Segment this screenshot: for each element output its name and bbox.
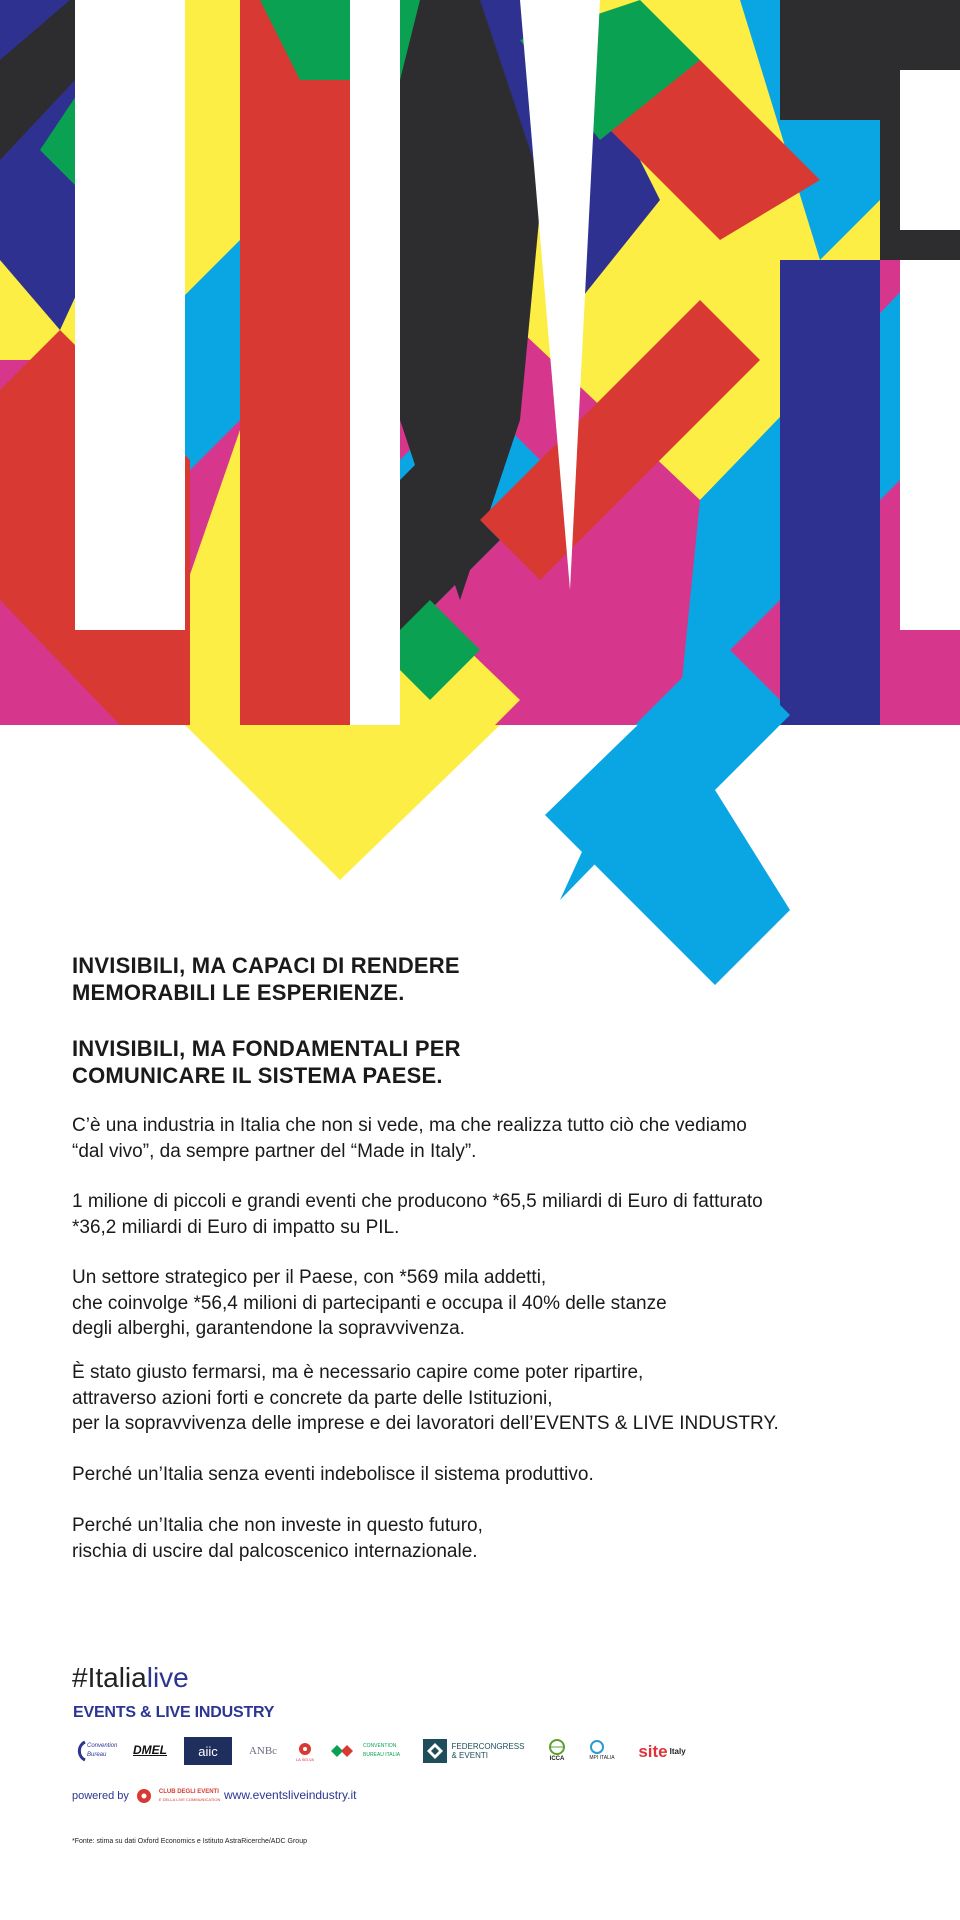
club-sub: E DELLA LIVE COMMUNICATION [158,1797,221,1802]
logo-la-selva[interactable] [294,1737,316,1765]
globe-icon [73,1740,87,1762]
headline-2-line: INVISIBILI, MA FONDAMENTALI PER [72,1036,461,1061]
letter-l-counter [75,0,185,630]
paragraph-5 [72,1462,902,1488]
logo-text: ICCA [549,1755,565,1762]
federcongress-mark-icon [423,1739,447,1763]
logo-text: CONVENTION BUREAU ITALIA [363,1743,401,1758]
logo-dmel[interactable] [130,1737,170,1765]
diamond-icon [331,1745,359,1757]
headline-1 [72,952,902,1006]
source-footnote: *Fonte: stima su dati Oxford Economics e Istituto AstraRicerche/ADC Group [72,1838,307,1845]
paragraph-line: che coinvolge *56,4 milioni di partecipanti e occupa il 40% delle stanze [72,1292,667,1314]
flower-icon [296,1741,314,1757]
paragraph-line: rischia di uscire dal palcoscenico internazionale. [72,1540,478,1562]
logo-text: Convention Bureau [87,1743,118,1758]
paragraph-line: Perché un’Italia che non investe in questo futuro, [72,1515,483,1536]
club-name: CLUB DEGLI EVENTI [158,1789,219,1795]
logo-text: ANBc [248,1744,278,1757]
paragraph-3 [72,1265,902,1342]
logo-text: MPI ITALIA [589,1754,615,1761]
logo-text: FEDERCONGRESS & EVENTI [451,1742,525,1760]
logo-text: DMEL [133,1743,167,1757]
partner-logos [72,1736,692,1766]
paragraph-line: 1 milione di piccoli e grandi eventi che producono *65,5 miliardi di Euro di fatturato [72,1191,763,1212]
logo-text: aiic [198,1743,218,1759]
paragraph-line: È stato giusto fermarsi, ma è necessario capire come poter ripartire, [72,1362,644,1383]
powered-by [72,1787,220,1805]
art-block [240,0,350,725]
logo-anbc[interactable] [246,1737,280,1765]
paragraph-line: *36,2 miliardi di Euro di impatto su PIL. [72,1216,400,1238]
headline-2 [72,1035,902,1089]
paragraph-line: attraverso azioni forti e concrete da parte delle Istituzioni, [72,1387,553,1409]
logo-federcongress[interactable] [422,1737,528,1765]
logo-site-italy[interactable] [632,1737,692,1765]
paragraph-line: Un settore strategico per il Paese, con *569 mila addetti, [72,1267,547,1288]
headline-1-line: INVISIBILI, MA CAPACI DI RENDERE [72,953,460,978]
hashtag-prefix: #Italia [72,1662,147,1693]
paragraph-1 [72,1113,902,1164]
headline-2-line: COMUNICARE IL SISTEMA PAESE. [72,1063,443,1088]
mpi-mark-icon [590,1740,614,1754]
paragraph-6 [72,1513,902,1564]
paragraph-line: C’è una industria in Italia che non si vede, ma che realizza tutto ciò che vediamo [72,1115,747,1136]
powered-by-label: powered by [72,1790,129,1802]
industry-label: EVENTS & LIVE INDUSTRY [73,1704,275,1721]
logo-aiic[interactable] [184,1737,232,1765]
paragraph-4 [72,1360,902,1437]
logo-convention-bureau[interactable] [72,1737,116,1765]
logo-suffix: Italy [669,1746,686,1756]
letter-i-counter [350,0,400,725]
letter-e-counter [900,260,960,630]
letter-e-counter [900,70,960,230]
paragraph-2 [72,1189,902,1240]
logo-convention-bureau-italia[interactable] [330,1737,408,1765]
logo-text: site [638,1741,668,1761]
paragraph-line: degli alberghi, garantendone la sopravvivenza. [72,1318,465,1339]
paragraph-line: Perché un’Italia senza eventi indebolisce il sistema produttivo. [72,1464,594,1485]
paragraph-line: per la sopravvivenza delle imprese e dei lavoratori dell’EVENTS & LIVE INDUSTRY. [72,1413,779,1434]
headline-1-line: MEMORABILI LE ESPERIENZE. [72,980,405,1005]
hashtag-italialive [72,1662,189,1694]
website-link[interactable]: www.eventsliveindustry.it [224,1788,357,1802]
club-logo-text [159,1789,221,1803]
art-block [780,260,880,725]
logo-mpi[interactable] [586,1737,618,1765]
logo-text: LA SELVA [295,1756,315,1762]
paragraph-line: “dal vivo”, da sempre partner del “Made in Italy”. [72,1140,477,1162]
club-star-icon [135,1787,153,1805]
hashtag-suffix: live [146,1662,189,1693]
logo-icca[interactable] [542,1737,572,1765]
globe-icon [547,1739,567,1755]
